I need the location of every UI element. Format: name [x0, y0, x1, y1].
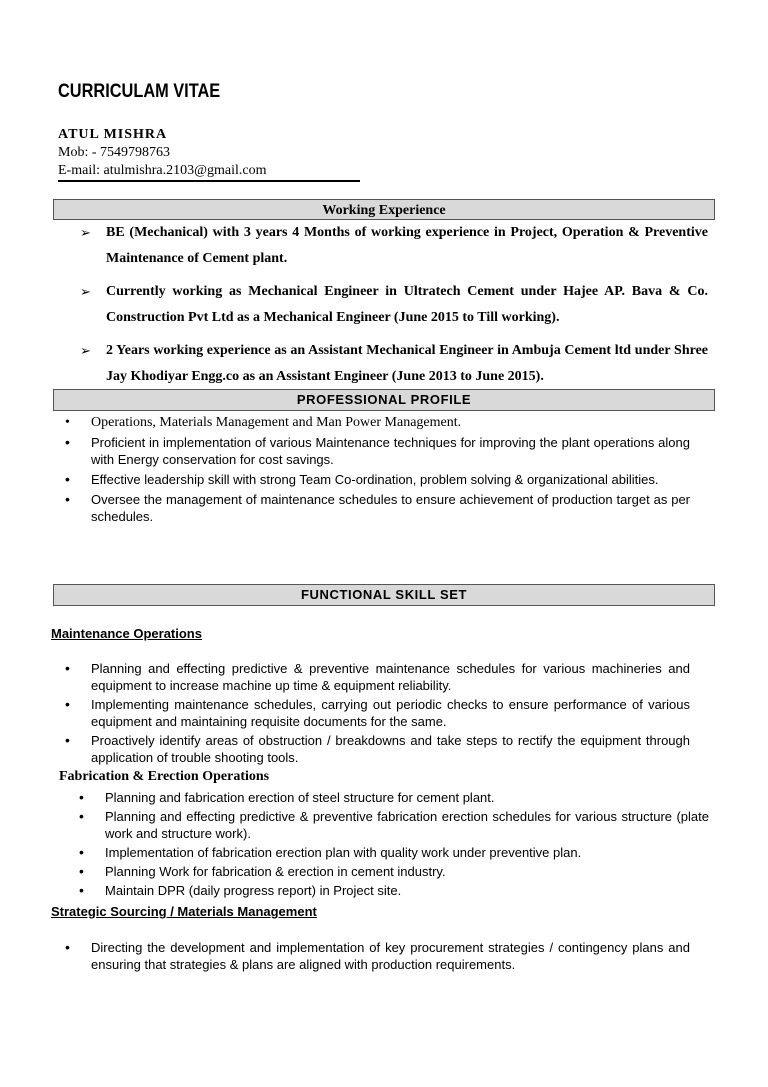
section-header-functional-skill-set: FUNCTIONAL SKILL SET: [53, 584, 715, 606]
professional-profile-list: [65, 414, 690, 528]
subheading-maintenance-operations: Maintenance Operations: [51, 626, 202, 641]
bullet-icon: •: [65, 491, 70, 507]
list-item: ➢ BE (Mechanical) with 3 years 4 Months of working experience in Project, Operation & Preventive Maintenance of Cement plant.: [80, 220, 708, 272]
list-item: • Directing the development and implementation of key procurement strategies / contingency plans and ensuring that strategies & plans are aligned with production requirements.: [65, 939, 690, 972]
list-item: • Effective leadership skill with strong Team Co-ordination, problem solving & organizational abilities.: [65, 471, 659, 487]
list-item: ➢ 2 Years working experience as an Assistant Mechanical Engineer in Ambuja Cement ltd under Shree Jay Khodiyar Engg.co as an Assistant Engineer (June 2013 to June 2015).: [80, 338, 708, 390]
work-experience-list: [80, 220, 708, 397]
candidate-name: ATUL MISHRA: [58, 127, 168, 142]
list-item: • Planning Work for fabrication & erection in cement industry.: [79, 863, 446, 879]
section-header-working-experience: Working Experience: [53, 199, 715, 220]
list-item: • Implementing maintenance schedules, carrying out periodic checks to ensure performance of various equipment and maintaining requisite documents for the same.: [65, 696, 690, 729]
bullet-icon: •: [79, 808, 84, 824]
subheading-strategic-sourcing: Strategic Sourcing / Materials Management: [51, 904, 317, 919]
list-item: • Oversee the management of maintenance schedules to ensure achievement of production target as per schedules.: [65, 491, 690, 524]
bullet-icon: •: [65, 434, 70, 450]
subheading-fabrication-erection: Fabrication & Erection Operations: [59, 769, 270, 784]
contact-underline: [58, 180, 360, 182]
list-item: • Planning and fabrication erection of steel structure for cement plant.: [79, 789, 495, 805]
arrow-bullet-icon: ➢: [80, 225, 91, 240]
list-item: ➢ Currently working as Mechanical Engineer in Ultratech Cement under Hajee AP. Bava & Co. Construction Pvt Ltd as a Mechanical Engineer (June 2015 to Till working).: [80, 279, 708, 331]
list-item: • Planning and effecting predictive & preventive maintenance schedules for various machineries and equipment to increase machine up time & equipment reliability.: [65, 660, 690, 693]
contact-block: [58, 126, 266, 180]
bullet-icon: •: [79, 789, 84, 805]
fabrication-erection-list: [79, 789, 709, 901]
bullet-icon: •: [65, 939, 70, 955]
list-item: • Implementation of fabrication erection plan with quality work under preventive plan.: [79, 844, 582, 860]
mobile-number: Mob: - 7549798763: [58, 145, 170, 160]
bullet-icon: •: [65, 660, 70, 676]
maintenance-operations-list: [65, 660, 690, 768]
list-item: • Maintain DPR (daily progress report) in Project site.: [79, 882, 402, 898]
list-item: • Proficient in implementation of various Maintenance techniques for improving the plant operations along with Energy conservation for cost savings.: [65, 434, 690, 467]
document-title: CURRICULAM VITAE: [58, 81, 221, 102]
list-item: • Operations, Materials Management and Man Power Management.: [65, 415, 462, 430]
bullet-icon: •: [79, 844, 84, 860]
bullet-icon: •: [79, 863, 84, 879]
bullet-icon: •: [65, 732, 70, 748]
bullet-icon: •: [65, 696, 70, 712]
bullet-icon: •: [79, 882, 84, 898]
list-item: • Planning and effecting predictive & preventive fabrication erection schedules for various structure (plate work and structure work).: [79, 808, 709, 841]
bullet-icon: •: [65, 471, 70, 487]
bullet-icon: •: [65, 415, 70, 430]
strategic-sourcing-list: [65, 939, 690, 975]
arrow-bullet-icon: ➢: [80, 343, 91, 358]
email-address: E-mail: atulmishra.2103@gmail.com: [58, 163, 267, 178]
arrow-bullet-icon: ➢: [80, 284, 91, 299]
section-header-professional-profile: PROFESSIONAL PROFILE: [53, 389, 715, 411]
list-item: • Proactively identify areas of obstruction / breakdowns and take steps to rectify the equipment through application of trouble shooting tools.: [65, 732, 690, 765]
